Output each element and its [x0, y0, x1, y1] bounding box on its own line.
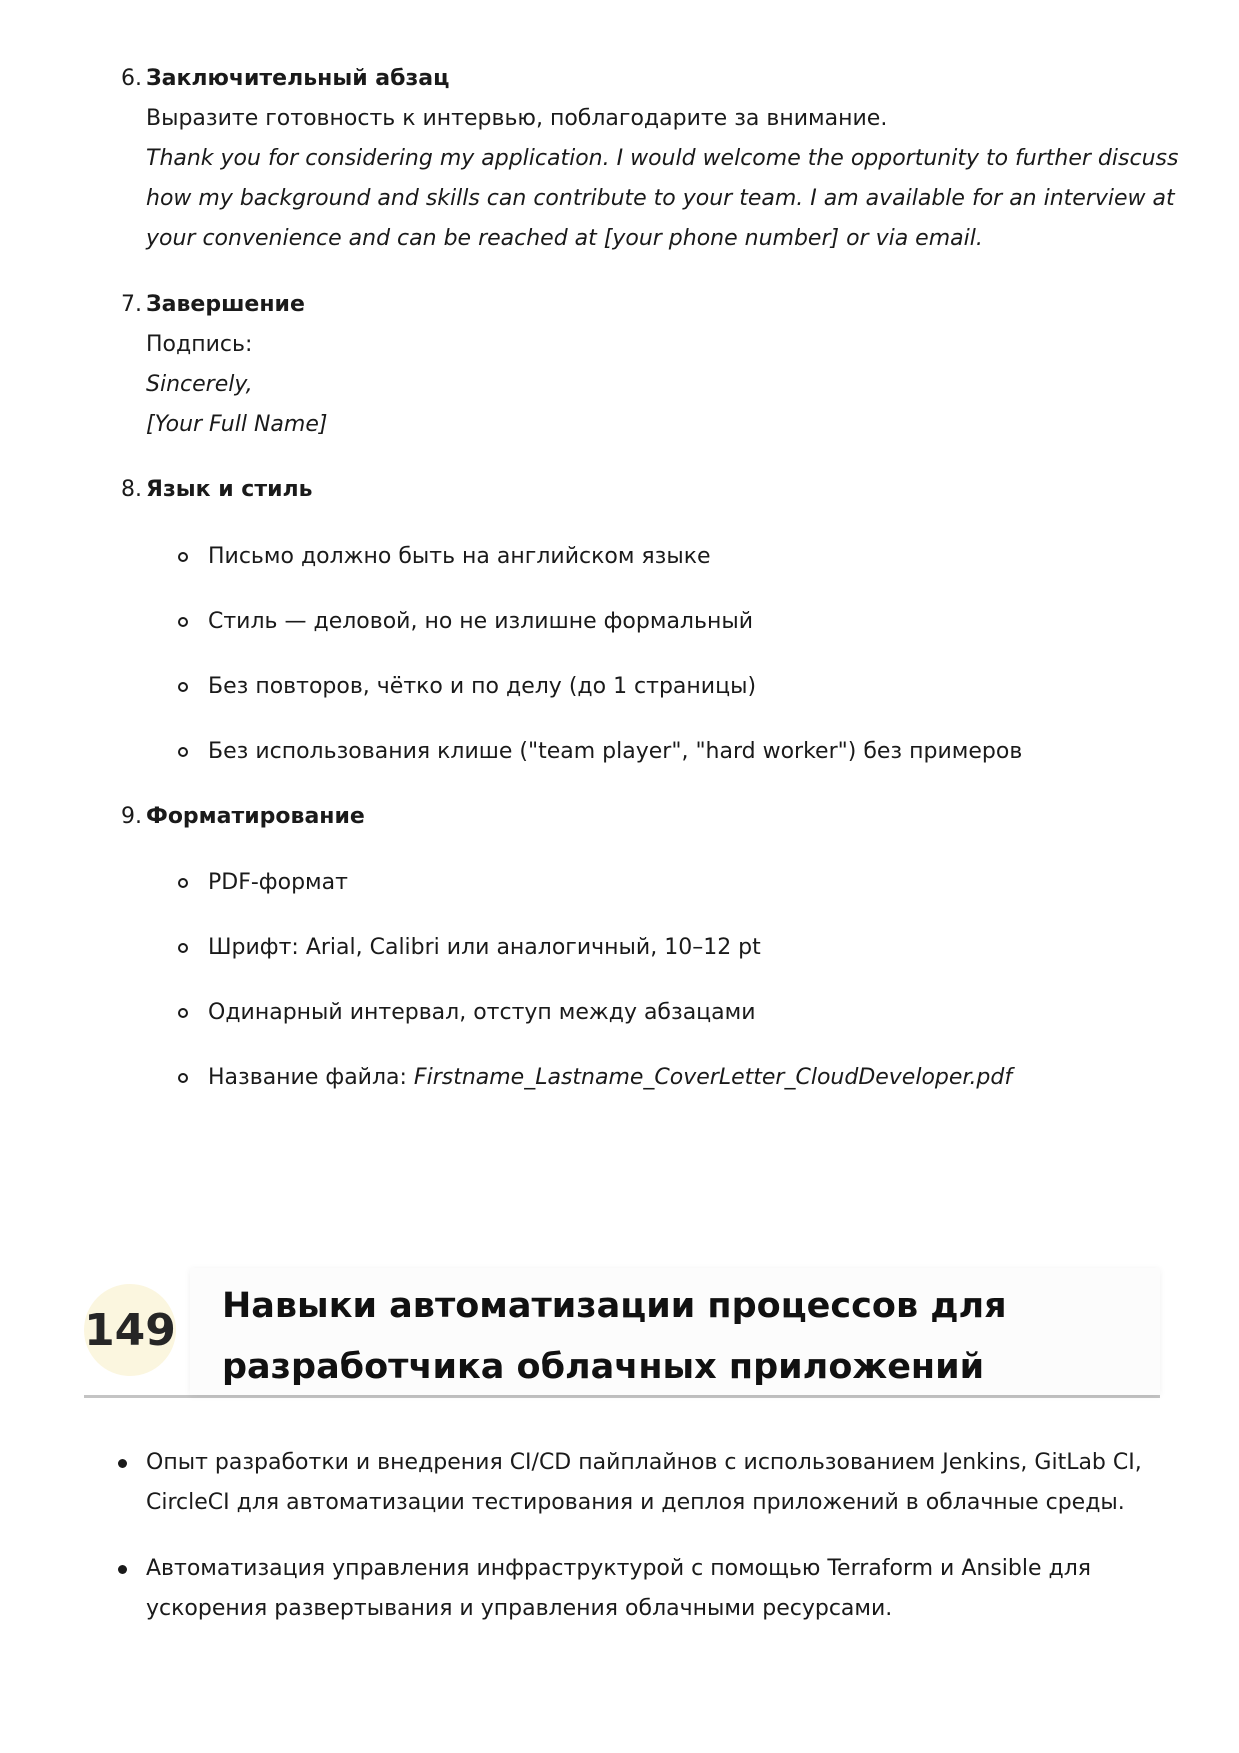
- bullet-dot-icon: [118, 1565, 127, 1574]
- section-bullet-line: Опыт разработки и внедрения CI/CD пайплайнов с использованием Jenkins, GitLab CI,: [146, 1450, 1142, 1475]
- sub-list-item: PDF-формат: [208, 870, 348, 895]
- section-bullet-line: CircleCI для автоматизации тестирования и деплоя приложений в облачные среды.: [146, 1490, 1125, 1515]
- item-example-line: [Your Full Name]: [146, 412, 328, 437]
- circle-bullet-icon: [178, 1073, 188, 1083]
- item-heading: Завершение: [146, 292, 305, 317]
- item-number: 8.: [121, 477, 142, 502]
- item-number: 7.: [121, 292, 142, 317]
- filename-label: Название файла:: [208, 1065, 414, 1090]
- item-heading: Заключительный абзац: [146, 66, 450, 91]
- section-bullet-line: Автоматизация управления инфраструктурой с помощью Terraform и Ansible для: [146, 1556, 1092, 1581]
- sub-list-item-filename: [208, 1058, 1012, 1098]
- sub-list-item: Без повторов, чётко и по делу (до 1 страницы): [208, 674, 757, 699]
- item-text: Выразите готовность к интервью, поблагодарите за внимание.: [146, 106, 888, 131]
- section-number-badge: 149: [84, 1284, 176, 1376]
- sub-list-item: Шрифт: Arial, Calibri или аналогичный, 10–12 pt: [208, 935, 761, 960]
- filename-value: Firstname_Lastname_CoverLetter_CloudDeveloper.pdf: [413, 1065, 1013, 1090]
- item-example-line: Sincerely,: [146, 372, 253, 397]
- item-heading: Язык и стиль: [146, 477, 313, 502]
- bullet-dot-icon: [118, 1459, 127, 1468]
- sub-list-item: Стиль — деловой, но не излишне формальный: [208, 609, 754, 634]
- section-bullet-line: ускорения развертывания и управления облачными ресурсами.: [146, 1596, 893, 1621]
- section-header: [84, 1268, 1160, 1398]
- circle-bullet-icon: [178, 682, 188, 692]
- section-title-line: Навыки автоматизации процессов для: [222, 1286, 1007, 1326]
- item-example-line: your convenience and can be reached at [your phone number] or via email.: [146, 226, 983, 251]
- sub-list-item: Без использования клише ("team player", "hard worker") без примеров: [208, 739, 1023, 764]
- item-example-line: Thank you for considering my application. I would welcome the opportunity to further discuss: [146, 146, 1179, 171]
- item-text: Подпись:: [146, 332, 253, 357]
- section-title: [222, 1276, 1007, 1398]
- circle-bullet-icon: [178, 552, 188, 562]
- circle-bullet-icon: [178, 878, 188, 888]
- item-heading: Форматирование: [146, 804, 365, 829]
- item-number: 9.: [121, 804, 142, 829]
- section-title-line: разработчика облачных приложений: [222, 1347, 985, 1387]
- circle-bullet-icon: [178, 617, 188, 627]
- sub-list-item: Письмо должно быть на английском языке: [208, 544, 711, 569]
- item-example-line: how my background and skills can contribute to your team. I am available for an interview at: [146, 186, 1175, 211]
- item-number: 6.: [121, 66, 142, 91]
- circle-bullet-icon: [178, 943, 188, 953]
- circle-bullet-icon: [178, 1008, 188, 1018]
- sub-list-item: Одинарный интервал, отступ между абзацами: [208, 1000, 756, 1025]
- circle-bullet-icon: [178, 747, 188, 757]
